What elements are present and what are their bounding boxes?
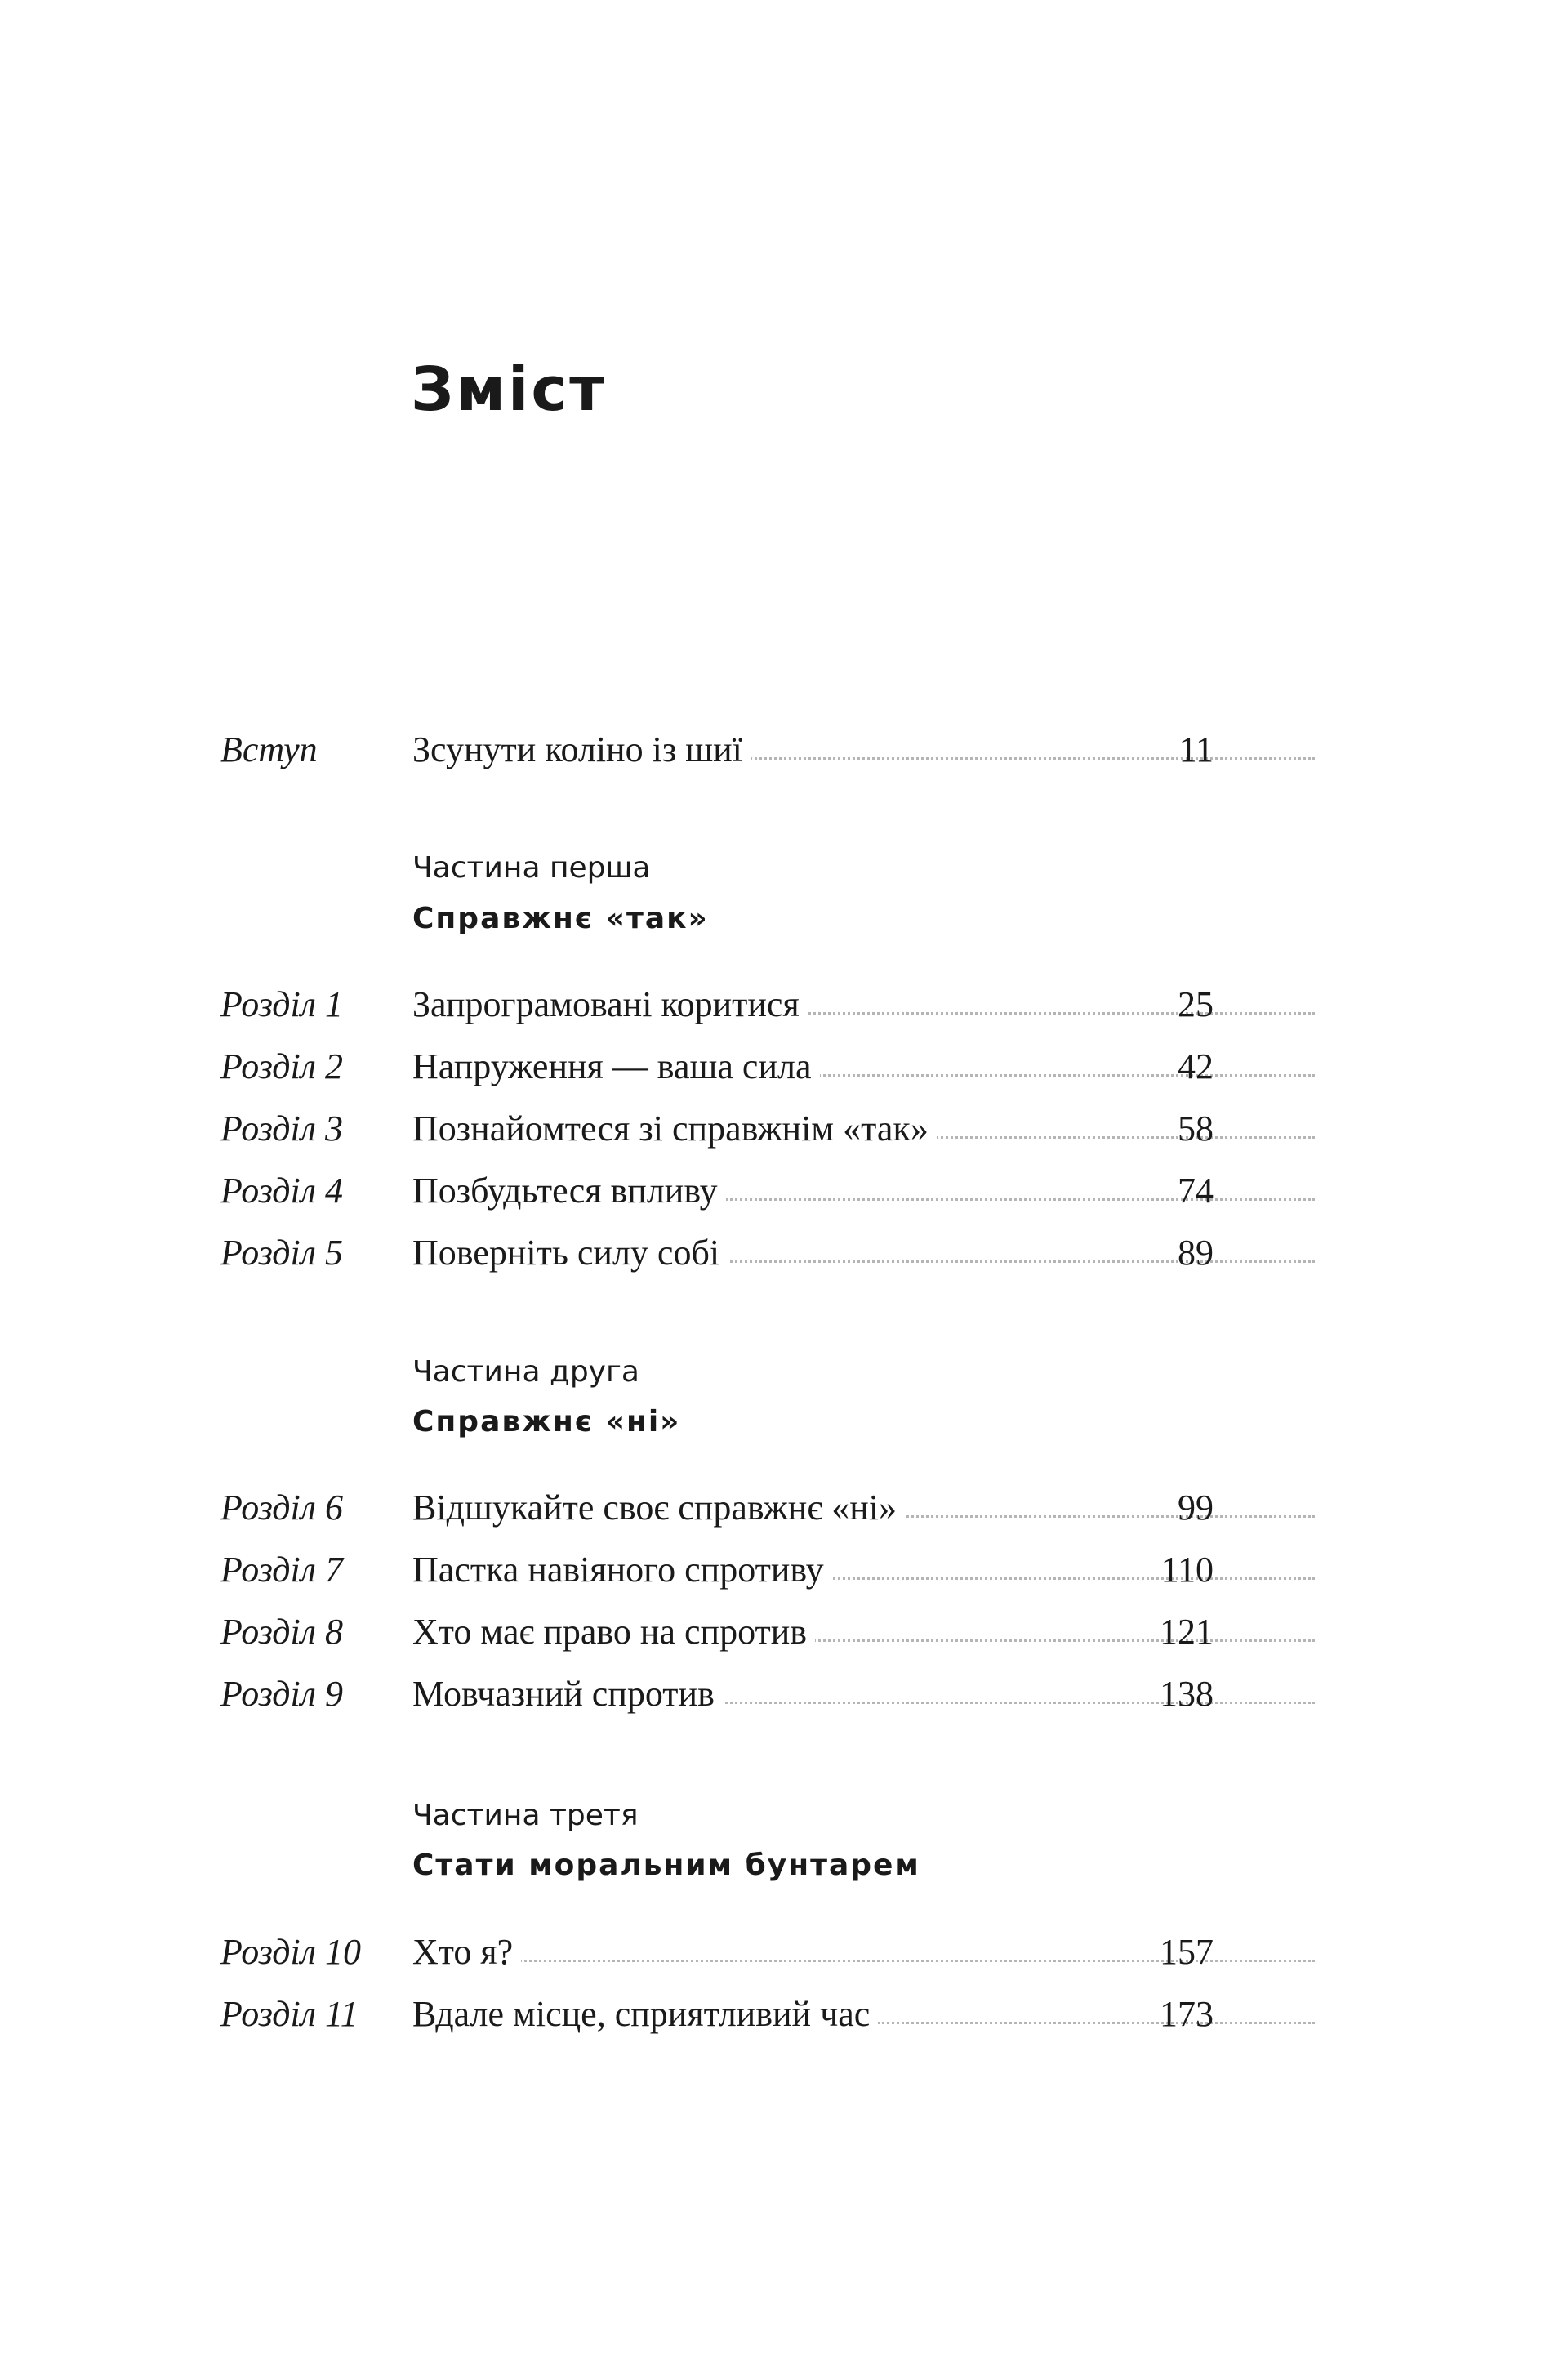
part-kicker: Частина друга <box>412 1355 639 1389</box>
toc-entry-chapter[interactable] <box>220 1222 1214 1271</box>
entry-label: Вступ <box>220 729 318 769</box>
entry-title[interactable]: Позбудьтеся впливу <box>412 1173 726 1209</box>
entry-title[interactable]: Вдале місце, сприятливий час <box>412 1996 878 2032</box>
entry-title[interactable]: Зсунути коліно із шиї <box>412 732 751 768</box>
toc-entry-intro[interactable] <box>220 719 1214 768</box>
entry-title[interactable]: Пастка навіяного спротиву <box>412 1552 832 1588</box>
entry-title[interactable]: Познайомтеся зі справжнім «так» <box>412 1111 937 1147</box>
toc-entry-chapter[interactable] <box>220 1983 1214 2032</box>
toc-entry-chapter[interactable] <box>220 1601 1214 1650</box>
toc-entry-chapter[interactable] <box>220 1921 1214 1970</box>
entry-title[interactable]: Напруження — ваша сила <box>412 1049 820 1085</box>
entry-page-number: 99 <box>1178 1487 1214 1528</box>
entry-page-number: 42 <box>1178 1046 1214 1086</box>
entry-label: Розділ 9 <box>220 1674 343 1714</box>
entry-page-number: 138 <box>1160 1674 1214 1714</box>
entry-page-number: 173 <box>1160 1994 1214 2034</box>
entry-title[interactable]: Хто має право на спротив <box>412 1614 815 1650</box>
entry-label: Розділ 8 <box>220 1612 343 1652</box>
toc-entry-chapter[interactable] <box>220 1477 1214 1526</box>
entry-title[interactable]: Мовчазний спротив <box>412 1676 723 1712</box>
toc-entry-chapter[interactable] <box>220 1663 1214 1712</box>
part-kicker: Частина третя <box>412 1799 639 1832</box>
entry-page-number: 121 <box>1160 1612 1214 1652</box>
entry-title[interactable]: Відшукайте своє справжнє «ні» <box>412 1490 905 1526</box>
part-title: Справжнє «так» <box>412 902 709 935</box>
page-title: Зміст <box>411 354 608 425</box>
entry-title[interactable]: Запрограмовані коритися <box>412 987 808 1023</box>
entry-page-number: 89 <box>1178 1233 1214 1273</box>
entry-title[interactable]: Хто я? <box>412 1934 521 1970</box>
entry-label: Розділ 2 <box>220 1046 343 1086</box>
part-title: Стати моральним бунтарем <box>412 1849 920 1882</box>
toc-entry-chapter[interactable] <box>220 1539 1214 1588</box>
entry-page-number: 110 <box>1160 1550 1214 1590</box>
entry-page-number: 58 <box>1178 1108 1214 1149</box>
entry-page-number: 11 <box>1178 729 1214 769</box>
toc-entry-chapter[interactable] <box>220 974 1214 1023</box>
entry-page-number: 157 <box>1160 1932 1214 1972</box>
toc-entry-chapter[interactable] <box>220 1036 1214 1085</box>
entry-label: Розділ 3 <box>220 1108 343 1149</box>
toc-entry-chapter[interactable] <box>220 1160 1214 1209</box>
entry-label: Розділ 4 <box>220 1171 343 1211</box>
toc-entry-chapter[interactable] <box>220 1098 1214 1147</box>
entry-page-number: 74 <box>1178 1171 1214 1211</box>
entry-label: Розділ 7 <box>220 1550 343 1590</box>
entry-label: Розділ 1 <box>220 984 343 1024</box>
entry-label: Розділ 10 <box>220 1932 361 1972</box>
entry-label: Розділ 6 <box>220 1487 343 1528</box>
entry-label: Розділ 5 <box>220 1233 343 1273</box>
entry-title[interactable]: Поверніть силу собі <box>412 1235 728 1271</box>
entry-label: Розділ 11 <box>220 1994 359 2034</box>
entry-page-number: 25 <box>1178 984 1214 1024</box>
part-kicker: Частина перша <box>412 851 651 885</box>
part-title: Справжнє «ні» <box>412 1405 681 1438</box>
